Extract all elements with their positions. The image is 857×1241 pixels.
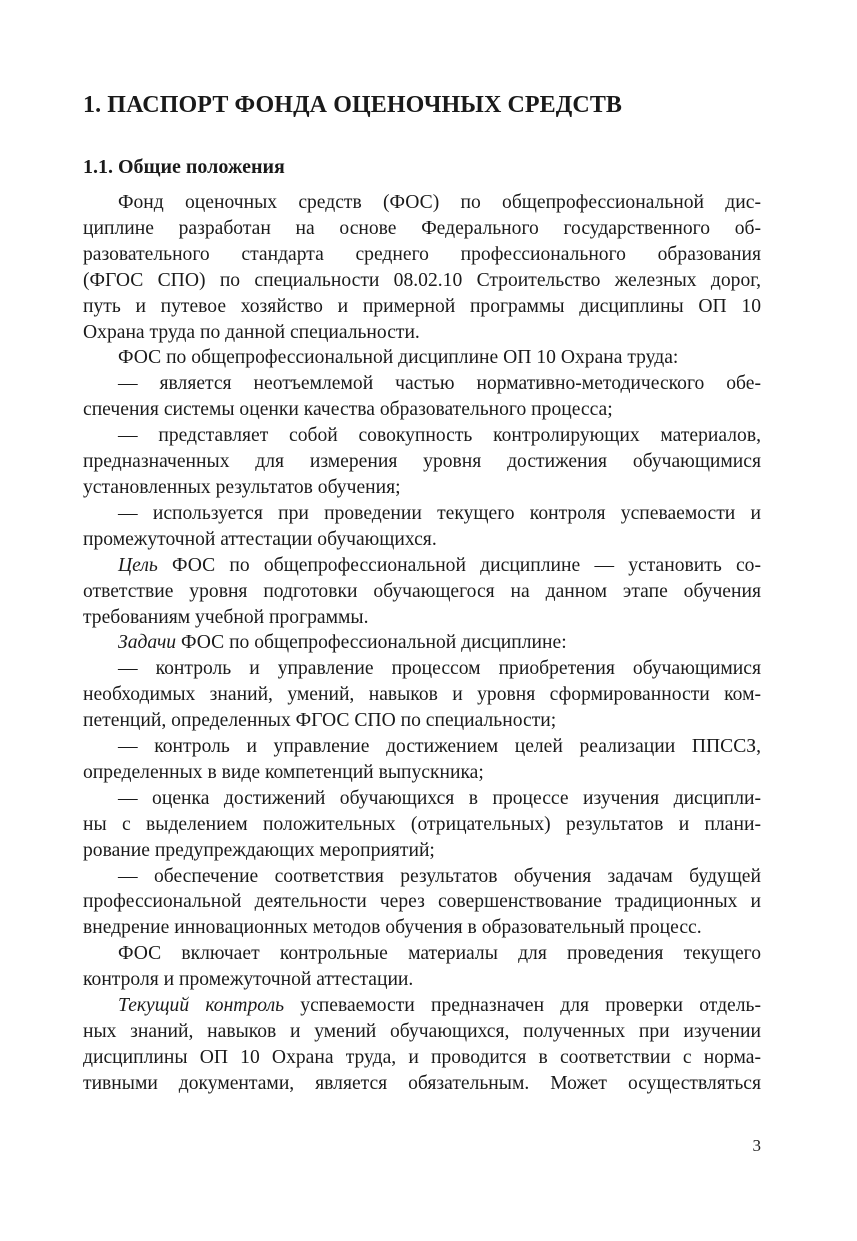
text-line (83, 812, 761, 838)
text-line (83, 605, 761, 631)
text-line (83, 397, 761, 423)
text-line (83, 242, 761, 268)
text-line (83, 216, 761, 242)
section-title: 1. ПАСПОРТ ФОНДА ОЦЕНОЧНЫХ СРЕДСТВ (83, 92, 623, 118)
text-line (83, 579, 761, 605)
italic-term: Цель (118, 554, 158, 576)
line-text: Охрана труда по данной специальности. (83, 321, 420, 343)
body-text (83, 190, 761, 1097)
italic-term: Задачи (118, 632, 177, 654)
text-line (83, 449, 761, 475)
text-line (83, 501, 761, 527)
text-line (83, 734, 761, 760)
line-text: ных знаний, навыков и умений обучающихся, полученных при изучении (83, 1021, 761, 1042)
text-line (83, 1071, 761, 1097)
text-line (83, 475, 761, 501)
line-text: ФОС по общепрофессиональной дисциплине: (176, 632, 567, 654)
line-text: — является неотъемлемой частью нормативно-методического обе- (118, 373, 761, 395)
line-text: — представляет собой совокупность контролирующих материалов, (118, 425, 761, 447)
line-text: — используется при проведении текущего контроля успеваемости и (118, 502, 761, 524)
line-text: разовательного стандарта среднего профессионального образования (83, 243, 761, 265)
line-text: ны с выделением положительных (отрицательных) результатов и плани- (83, 813, 761, 835)
page-number: 3 (752, 1136, 761, 1155)
subsection-title: 1.1. Общие положения (83, 156, 285, 178)
text-line (83, 345, 761, 371)
line-text: определенных в виде компетенций выпускника; (83, 761, 484, 783)
line-text: промежуточной аттестации обучающихся. (83, 528, 437, 550)
line-text: контроля и промежуточной аттестации. (83, 969, 414, 991)
text-line (83, 656, 761, 682)
text-line (83, 190, 761, 216)
text-line (83, 864, 761, 890)
line-text: внедрение инновационных методов обучения в образовательный процесс. (83, 917, 702, 939)
document-page (83, 90, 761, 1097)
line-text: — обеспечение соответствия результатов обучения задачам будущей (118, 865, 761, 887)
line-text: необходимых знаний, умений, навыков и уровня сформированности ком- (83, 684, 761, 706)
line-text: ФОС по общепрофессиональной дисциплине ОП 10 Охрана труда: (118, 347, 679, 369)
line-text: петенций, определенных ФГОС СПО по специальности; (83, 710, 557, 732)
text-line (83, 320, 761, 346)
text-line (83, 993, 761, 1019)
text-line (83, 915, 761, 941)
line-text: Фонд оценочных средств (ФОС) по общепрофессиональной дис- (118, 192, 761, 213)
line-text: (ФГОС СПО) по специальности 08.02.10 Строительство железных дорог, (83, 269, 761, 291)
line-text: ФОС включает контрольные материалы для проведения текущего (118, 943, 761, 965)
line-text: ответствие уровня подготовки обучающегося на данном этапе обучения (83, 580, 761, 602)
text-line (83, 708, 761, 734)
line-text: требованиям учебной программы. (83, 606, 369, 628)
text-line (83, 630, 761, 656)
line-text: установленных результатов обучения; (83, 476, 401, 498)
text-line (83, 527, 761, 553)
text-line (83, 786, 761, 812)
text-line (83, 1019, 761, 1045)
line-text: спечения системы оценки качества образовательного процесса; (83, 399, 613, 421)
line-text: дисциплины ОП 10 Охрана труда, и проводится в соответствии с норма- (83, 1046, 761, 1068)
line-text: ФОС по общепрофессиональной дисциплине — установить со- (157, 554, 761, 576)
line-text: успеваемости предназначен для проверки отдель- (284, 995, 761, 1017)
text-line (83, 838, 761, 864)
line-text: — оценка достижений обучающихся в процессе изучения дисципли- (118, 787, 761, 809)
line-text: профессиональной деятельности через совершенствование традиционных и (83, 891, 761, 913)
text-line (83, 553, 761, 579)
text-line (83, 371, 761, 397)
text-line (83, 423, 761, 449)
line-text: путь и путевое хозяйство и примерной программы дисциплины ОП 10 (83, 295, 761, 317)
line-text: рование предупреждающих мероприятий; (83, 839, 435, 861)
text-line (83, 682, 761, 708)
line-text: — контроль и управление достижением целей реализации ППССЗ, (118, 736, 761, 758)
line-text: циплине разработан на основе Федерального государственного об- (83, 217, 761, 239)
line-text: — контроль и управление процессом приобретения обучающимися (118, 658, 761, 680)
text-line (83, 1045, 761, 1071)
text-line (83, 294, 761, 320)
line-text: тивными документами, является обязательным. Может осуществляться (83, 1072, 761, 1094)
italic-term: Текущий контроль (118, 995, 285, 1017)
text-line (83, 889, 761, 915)
text-line (83, 967, 761, 993)
text-line (83, 760, 761, 786)
line-text: предназначенных для измерения уровня достижения обучающимися (83, 451, 761, 473)
text-line (83, 941, 761, 967)
text-line (83, 268, 761, 294)
